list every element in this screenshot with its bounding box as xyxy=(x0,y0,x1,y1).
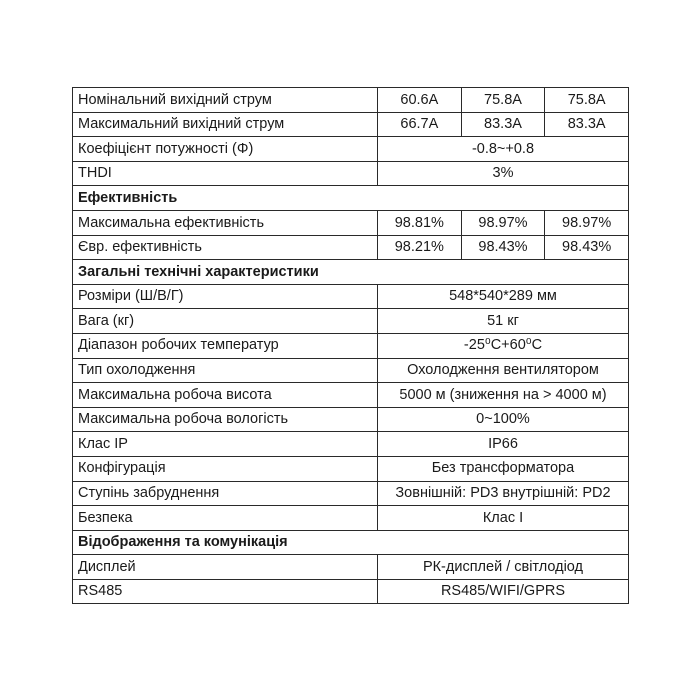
spec-value: Зовнішній: PD3 внутрішній: PD2 xyxy=(378,481,629,506)
spec-value: Клас I xyxy=(378,506,629,531)
spec-value: 0~100% xyxy=(378,407,629,432)
spec-label: Діапазон робочих температур xyxy=(73,333,378,358)
section-title: Ефективність xyxy=(73,186,629,211)
spec-label: Тип охолодження xyxy=(73,358,378,383)
spec-row xyxy=(73,383,629,408)
spec-label: Розміри (Ш/В/Г) xyxy=(73,284,378,309)
spec-value: RS485/WIFI/GPRS xyxy=(378,579,629,604)
spec-label: Ступінь забруднення xyxy=(73,481,378,506)
spec-label: Євр. ефективність xyxy=(73,235,378,260)
spec-value: 5000 м (зниження на > 4000 м) xyxy=(378,383,629,408)
spec-row xyxy=(73,432,629,457)
spec-label: Максимальна робоча висота xyxy=(73,383,378,408)
spec-row xyxy=(73,161,629,186)
spec-label: Коефіцієнт потужності (Φ) xyxy=(73,137,378,162)
spec-row xyxy=(73,112,629,137)
spec-value: РК-дисплей / світлодіод xyxy=(378,555,629,580)
spec-row xyxy=(73,284,629,309)
spec-value: IP66 xyxy=(378,432,629,457)
spec-row xyxy=(73,456,629,481)
spec-row xyxy=(73,333,629,358)
spec-label: Максимальний вихідний струм xyxy=(73,112,378,137)
spec-value: 98.21% xyxy=(378,235,462,260)
spec-row xyxy=(73,506,629,531)
spec-value: 98.97% xyxy=(461,210,545,235)
spec-label: Максимальна робоча вологість xyxy=(73,407,378,432)
spec-label: Конфігурація xyxy=(73,456,378,481)
spec-row xyxy=(73,137,629,162)
spec-value: Охолодження вентилятором xyxy=(378,358,629,383)
spec-value: 98.97% xyxy=(545,210,629,235)
spec-value: 83.3A xyxy=(545,112,629,137)
spec-value: -0.8~+0.8 xyxy=(378,137,629,162)
section-header-row xyxy=(73,260,629,285)
spec-table-body xyxy=(73,88,629,604)
spec-row xyxy=(73,481,629,506)
spec-label: Максимальна ефективність xyxy=(73,210,378,235)
spec-label: Дисплей xyxy=(73,555,378,580)
spec-value: 3% xyxy=(378,161,629,186)
section-header-row xyxy=(73,530,629,555)
spec-value: 66.7A xyxy=(378,112,462,137)
spec-label: THDI xyxy=(73,161,378,186)
spec-value: 98.43% xyxy=(545,235,629,260)
spec-value: 60.6A xyxy=(378,88,462,113)
section-title: Загальні технічні характеристики xyxy=(73,260,629,285)
spec-value: 548*540*289 мм xyxy=(378,284,629,309)
spec-row xyxy=(73,309,629,334)
spec-label: Вага (кг) xyxy=(73,309,378,334)
spec-table xyxy=(72,87,629,604)
spec-value: 75.8A xyxy=(545,88,629,113)
spec-row xyxy=(73,358,629,383)
spec-row xyxy=(73,88,629,113)
spec-label: Номінальний вихідний струм xyxy=(73,88,378,113)
spec-value: 75.8A xyxy=(461,88,545,113)
spec-label: Безпека xyxy=(73,506,378,531)
spec-row xyxy=(73,235,629,260)
spec-label: RS485 xyxy=(73,579,378,604)
spec-row xyxy=(73,555,629,580)
spec-label: Клас IP xyxy=(73,432,378,457)
spec-value: 83.3A xyxy=(461,112,545,137)
spec-value: -25⁰C+60⁰C xyxy=(378,333,629,358)
spec-row xyxy=(73,579,629,604)
section-header-row xyxy=(73,186,629,211)
spec-row xyxy=(73,407,629,432)
spec-value: 98.43% xyxy=(461,235,545,260)
section-title: Відображення та комунікація xyxy=(73,530,629,555)
spec-value: Без трансформатора xyxy=(378,456,629,481)
spec-value: 98.81% xyxy=(378,210,462,235)
spec-row xyxy=(73,210,629,235)
spec-value: 51 кг xyxy=(378,309,629,334)
